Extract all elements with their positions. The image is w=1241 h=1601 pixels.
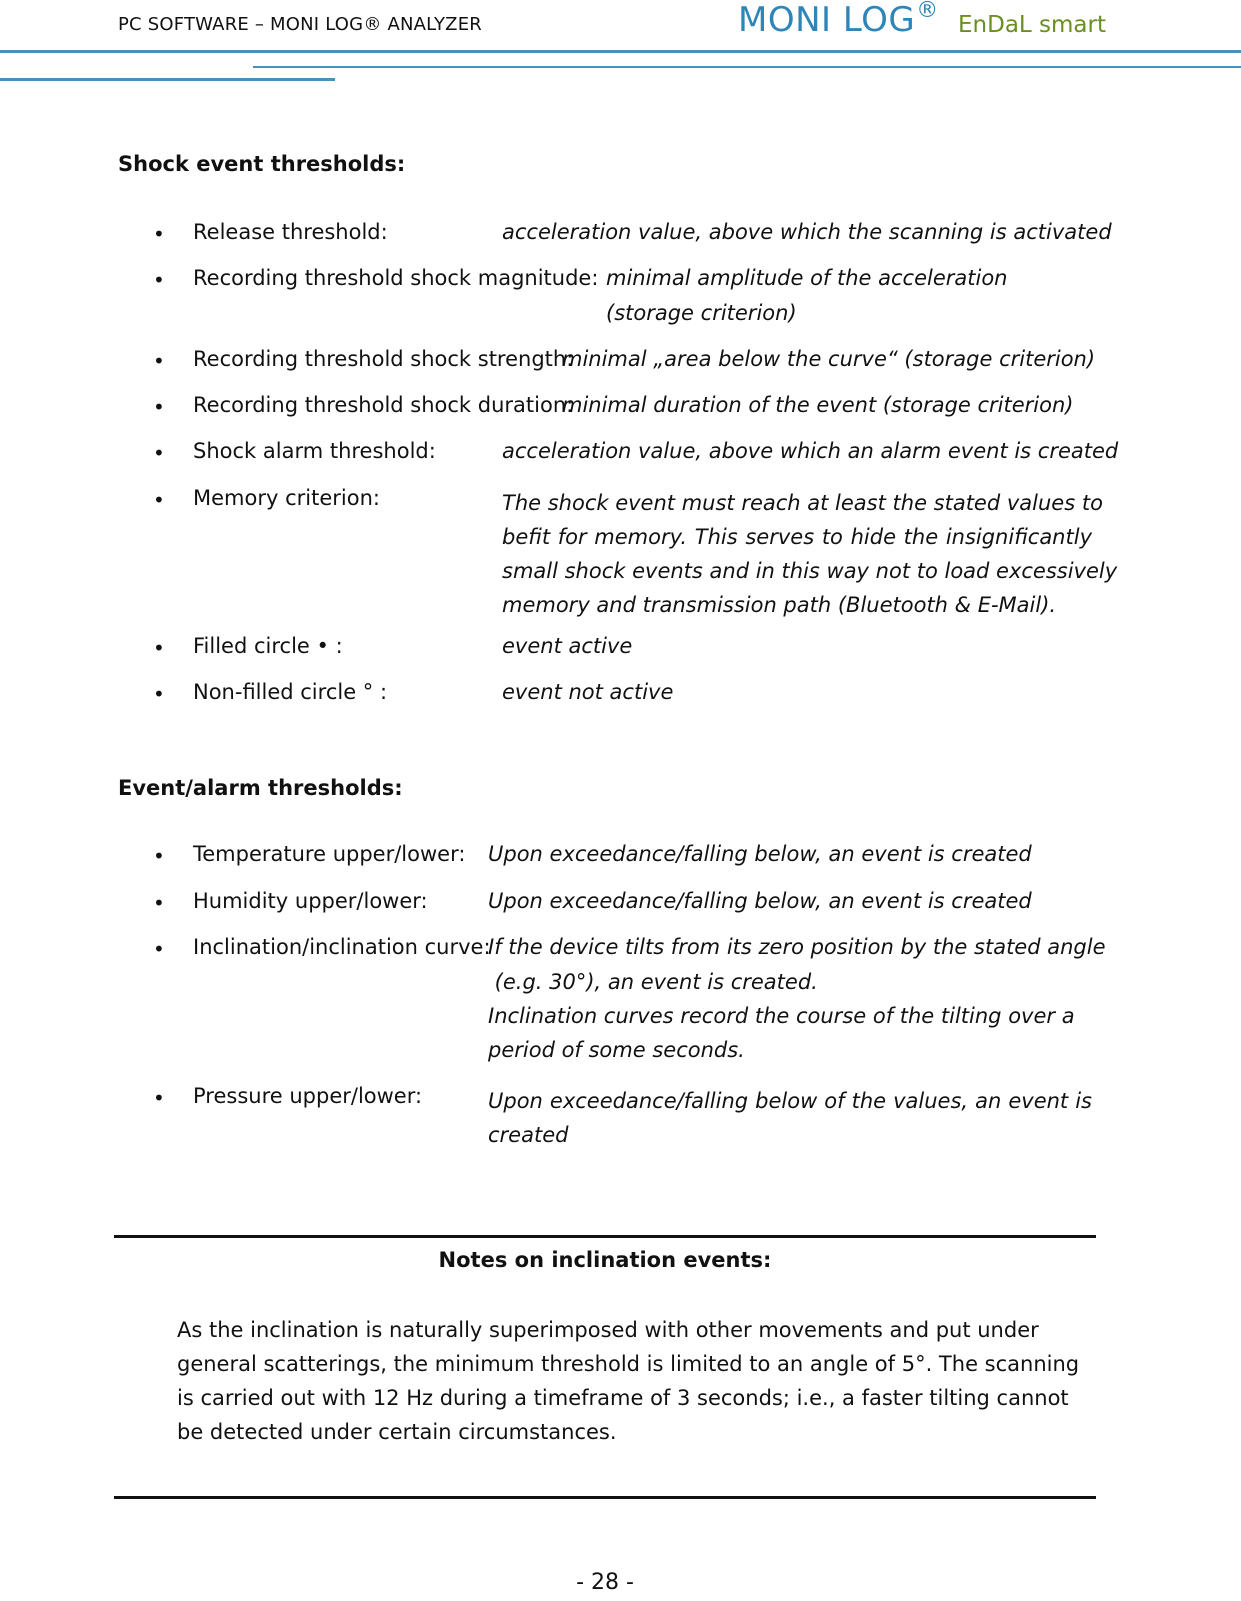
page-number: - 28 - bbox=[576, 1570, 634, 1595]
shock-item-label: Shock alarm threshold: bbox=[193, 439, 436, 463]
shock-item-desc: acceleration value, above which an alarm event is created bbox=[502, 439, 1119, 463]
event-item-label: Inclination/inclination curve: bbox=[193, 935, 491, 959]
event-item-label: Pressure upper/lower: bbox=[193, 1084, 423, 1108]
event-item-desc: Inclination curves record the course of the tilting over a bbox=[488, 1004, 1075, 1028]
memory-criterion-desc bbox=[502, 486, 1118, 622]
bullet-icon: • bbox=[153, 844, 165, 868]
event-heading: Event/alarm thresholds: bbox=[118, 776, 403, 800]
shock-item-desc: acceleration value, above which the scanning is activated bbox=[502, 220, 1112, 244]
pressure-desc bbox=[488, 1084, 1092, 1152]
shock-item-label: Memory criterion: bbox=[193, 486, 380, 510]
bullet-icon: • bbox=[153, 1086, 165, 1110]
bullet-icon: • bbox=[153, 349, 165, 373]
notes-rule-bottom bbox=[114, 1496, 1096, 1499]
notes-title: Notes on inclination events: bbox=[438, 1248, 772, 1272]
bullet-icon: • bbox=[153, 682, 165, 706]
event-item-desc: Upon exceedance/falling below, an event is created bbox=[488, 842, 1032, 866]
desc-line: befit for memory. This serves to hide the insignificantly bbox=[502, 525, 1092, 549]
shock-item-label: Recording threshold shock strength: bbox=[193, 347, 574, 371]
brand-name: MONI LOG bbox=[738, 0, 916, 40]
header-rule-bottom bbox=[0, 78, 335, 81]
event-item-desc: If the device tilts from its zero position by the stated angle bbox=[488, 935, 1106, 959]
shock-heading: Shock event thresholds: bbox=[118, 152, 406, 176]
notes-body bbox=[177, 1313, 1080, 1449]
desc-line: small shock events and in this way not to load excessively bbox=[502, 559, 1118, 583]
desc-line: created bbox=[488, 1123, 569, 1147]
desc-line: The shock event must reach at least the stated values to bbox=[502, 491, 1103, 515]
bullet-icon: • bbox=[153, 395, 165, 419]
header-rule-top bbox=[0, 50, 1241, 53]
header-title: PC SOFTWARE – MONI LOG® ANALYZER bbox=[118, 14, 482, 35]
brand-registered-mark: ® bbox=[916, 0, 939, 23]
shock-item-desc: minimal duration of the event (storage criterion) bbox=[562, 393, 1074, 417]
notes-line: is carried out with 12 Hz during a timeframe of 3 seconds; i.e., a faster tilting cannot bbox=[177, 1386, 1069, 1410]
shock-item-label: Release threshold: bbox=[193, 220, 388, 244]
event-item-desc: Upon exceedance/falling below, an event is created bbox=[488, 889, 1032, 913]
bullet-icon: • bbox=[153, 636, 165, 660]
bullet-icon: • bbox=[153, 488, 165, 512]
bullet-icon: • bbox=[153, 891, 165, 915]
desc-line: Upon exceedance/falling below of the values, an event is bbox=[488, 1089, 1092, 1113]
bullet-icon: • bbox=[153, 441, 165, 465]
notes-line: general scatterings, the minimum threshold is limited to an angle of 5°. The scanning bbox=[177, 1352, 1080, 1376]
shock-item-desc: minimal „area below the curve“ (storage criterion) bbox=[562, 347, 1096, 371]
notes-line: be detected under certain circumstances. bbox=[177, 1420, 617, 1444]
notes-rule-top bbox=[114, 1235, 1096, 1238]
bullet-icon: • bbox=[153, 937, 165, 961]
shock-item-label: Recording threshold shock duration: bbox=[193, 393, 574, 417]
notes-line: As the inclination is naturally superimposed with other movements and put under bbox=[177, 1318, 1039, 1342]
event-item-label: Temperature upper/lower: bbox=[193, 842, 466, 866]
bullet-icon: • bbox=[153, 268, 165, 292]
shock-item-label: Recording threshold shock magnitude: bbox=[193, 266, 599, 290]
header-rule-middle bbox=[253, 66, 1241, 68]
shock-item-desc: event not active bbox=[502, 680, 674, 704]
shock-item-desc: minimal amplitude of the acceleration bbox=[606, 266, 1008, 290]
event-item-desc: (e.g. 30°), an event is created. bbox=[488, 970, 818, 994]
shock-item-desc: (storage criterion) bbox=[606, 301, 797, 325]
bullet-icon: • bbox=[153, 222, 165, 246]
desc-line: memory and transmission path (Bluetooth & E-Mail). bbox=[502, 593, 1057, 617]
shock-item-label: Non-filled circle ° : bbox=[193, 680, 388, 704]
product-name: EnDaL smart bbox=[958, 12, 1106, 38]
shock-item-desc: event active bbox=[502, 634, 633, 658]
event-item-desc: period of some seconds. bbox=[488, 1038, 745, 1062]
shock-item-label: Filled circle • : bbox=[193, 634, 343, 658]
event-item-label: Humidity upper/lower: bbox=[193, 889, 428, 913]
brand-logo-text bbox=[738, 0, 939, 40]
